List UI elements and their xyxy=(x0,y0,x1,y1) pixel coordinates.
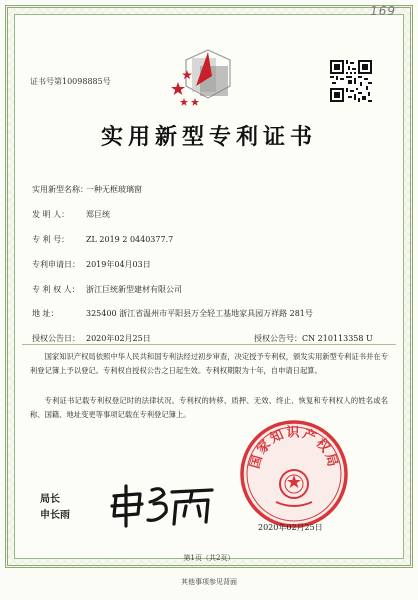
field-patentee xyxy=(32,284,182,295)
grant-date-label: 授权公告日： xyxy=(32,334,80,343)
grant-number-value: CN 210113358 U xyxy=(302,334,373,343)
footnote: 其他事项参见背面 xyxy=(181,578,237,586)
field-inventor xyxy=(32,209,110,220)
grant-number-label: 授权公告号： xyxy=(254,334,302,343)
signer-title: 局长 xyxy=(40,494,60,505)
page-number: 第1页（共2页） xyxy=(183,554,235,562)
field-value: 一种无框玻璃窗 xyxy=(86,185,142,194)
field-value: ZL 2019 2 0440377.7 xyxy=(86,235,174,244)
seal-text: 国家知识产权局 xyxy=(247,425,341,471)
field-label: 发 明 人： xyxy=(32,210,70,219)
field-value: 郑巨统 xyxy=(86,210,110,219)
field-address xyxy=(32,308,336,320)
qr-code-icon xyxy=(330,60,372,102)
grant-statement-paragraph: 国家知识产权局依照中华人民共和国专利法经过初步审查，决定授予专利权，颁发实用新型专利证书并在专利登记簿上予以登记。专利权自授权公告之日起生效。专利权期限为十年，自申请日起算。 xyxy=(30,352,388,375)
field-utility-model-name xyxy=(32,184,142,195)
handwritten-note: 169 xyxy=(370,4,396,18)
legal-status-paragraph: 专利证书记载专利权登记时的法律状况。专利权的转移、质押、无效、终止、恢复和专利权人的姓名或名称、国籍、地址变更等事项记载在专利登记簿上。 xyxy=(30,396,388,419)
patent-office-emblem-icon xyxy=(168,46,248,108)
field-application-date xyxy=(32,259,151,270)
section-divider xyxy=(22,344,396,345)
field-label: 专 利 权 人： xyxy=(32,285,80,294)
field-grant xyxy=(32,333,373,344)
field-value: 2019年04月03日 xyxy=(86,260,151,269)
grant-date-value: 2020年02月25日 xyxy=(86,334,151,343)
field-value: 浙江巨统新型建材有限公司 xyxy=(86,285,182,294)
official-seal-icon xyxy=(238,418,350,530)
field-label: 专利申请日： xyxy=(32,260,80,269)
certificate-number: 证书号第10098885号 xyxy=(30,77,111,86)
seal-date: 2020年02月25日 xyxy=(258,523,323,532)
grant-number xyxy=(254,333,373,344)
certificate-title: 实用新型专利证书 xyxy=(100,124,317,150)
field-label: 地 址： xyxy=(32,309,59,318)
field-label: 专 利 号： xyxy=(32,235,70,244)
field-value: 325400 浙江省温州市平阳县万全轻工基地家具园万祥路 281号 xyxy=(86,309,313,318)
signer-name: 申长雨 xyxy=(40,510,70,521)
field-patent-number xyxy=(32,234,173,245)
field-label: 实用新型名称： xyxy=(32,185,88,194)
signature-icon xyxy=(108,482,218,528)
